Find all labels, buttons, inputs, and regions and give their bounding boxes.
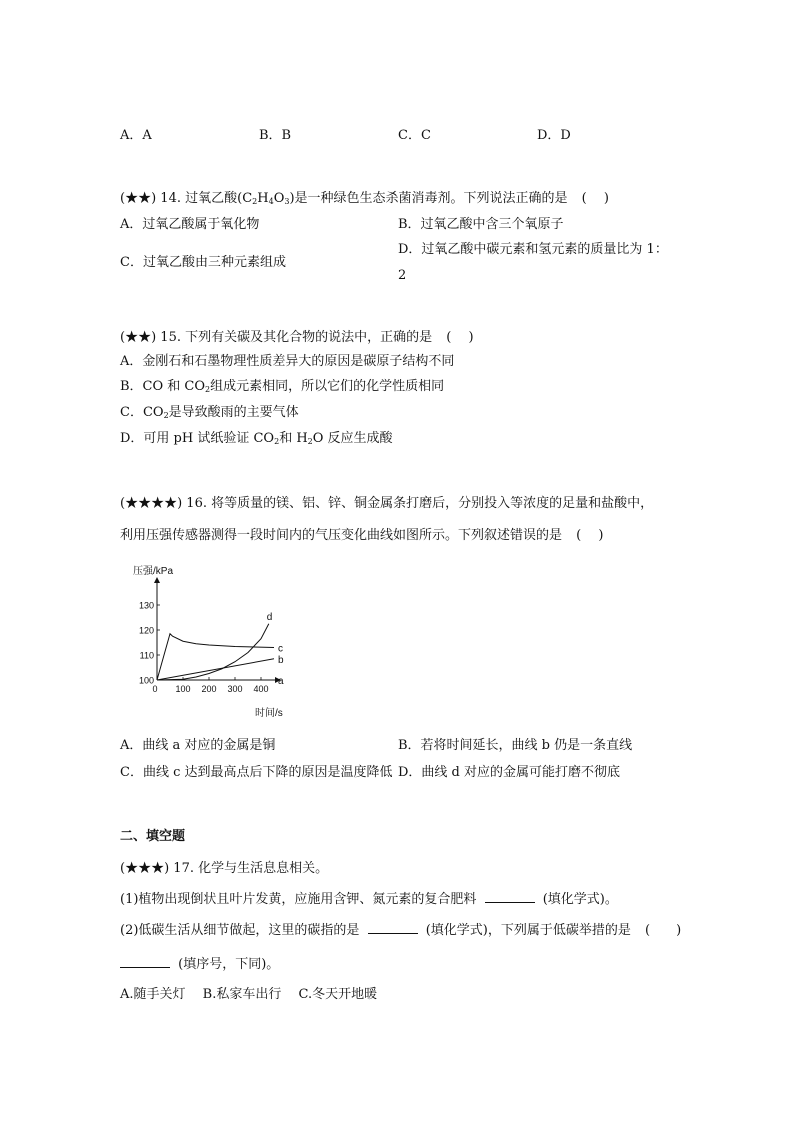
q15-option-b [120,378,444,399]
q16-stem-line1 [120,495,653,513]
q14-answer-paren: ( ) [581,191,609,206]
q16-option-c: C．曲线 c 达到最高点后下降的原因是温度降低 [120,765,393,780]
q14-option-c: C．过氧乙酸由三种元素组成 [120,255,286,270]
curve-label-a: a [278,676,284,687]
q15-sub: 2 [163,411,169,420]
q15-number: 15. [160,330,181,345]
q14-sub: 2 [252,197,258,206]
q17-part1-text: (1)植物出现倒状且叶片发黄，应施用含钾、氮元素的复合肥料 [120,892,477,907]
q16-stem-line2 [120,527,603,545]
q14-option-a: A．过氧乙酸属于氧化物 [120,217,260,232]
curve-label-c: c [278,643,283,655]
q17-part1 [120,890,618,909]
q16-option-b: B．若将时间延长，曲线 b 仍是一条直线 [398,738,633,753]
curve-c [157,634,274,680]
q17-blank-1[interactable] [485,890,535,903]
y-tick-label: 130 [138,600,154,611]
q15-option-a: A．金刚石和石墨物理性质差异大的原因是碳原子结构不同 [120,354,455,369]
y-tick-label: 110 [139,650,154,661]
x-tick-label: 100 [175,684,191,694]
curve-label-b: b [278,654,284,666]
x-tick-label: 300 [227,684,243,694]
q15-option-c-text: C．CO [120,405,164,420]
q14-number: 14. [160,191,181,206]
q17-part2 [120,921,681,940]
q14-difficulty: (★★) [120,191,157,206]
q15-answer-paren: ( ) [446,330,474,345]
q15-stem [120,329,474,347]
x-tick-label: 400 [253,684,269,694]
q15-option-d-text: D．可用 pH 试纸验证 CO [120,431,275,446]
q14-option-b: B．过氧乙酸中含三个氧原子 [398,217,564,232]
q14-sub: 4 [268,197,274,206]
curve-d [157,624,269,680]
q15-option-d-text: O 反应生成酸 [312,431,393,446]
q15-sub: 2 [274,437,280,446]
q16-option-a: A．曲线 a 对应的金属是铜 [120,738,276,753]
q15-option-d [120,430,393,451]
q15-option-c-text: 是导致酸雨的主要气体 [168,405,299,420]
q17-blank-2[interactable] [368,921,418,934]
q15-option-b-text: B．CO 和 CO [120,379,206,394]
pressure-time-chart [125,560,305,725]
q15-option-d-text: 和 H [279,431,308,446]
q17-answer-paren: ( ) [645,923,682,938]
q15-difficulty: (★★) [120,330,157,345]
q14-stem-text: 过氧乙酸(C [185,191,253,206]
q15-stem-text: 下列有关碳及其化合物的说法中，正确的是 [185,330,433,345]
q14-option-d-cont: 2 [398,268,407,283]
x-tick-label: 0 [152,684,158,694]
q13-option-b: B．B [259,128,292,143]
q14-stem-text: )是一种绿色生态杀菌消毒剂。下列说法正确的是 [289,191,568,206]
q13-option-d: D．D [537,128,571,143]
q17-difficulty: (★★★) [120,861,170,876]
y-tick-label: 120 [138,625,154,636]
q17-part2-cont [120,955,279,974]
curve-label-d: d [266,611,273,623]
q16-option-d: D．曲线 d 对应的金属可能打磨不彻底 [398,765,621,780]
q14-stem [120,190,609,211]
curve-b [157,659,274,680]
q15-sub: 2 [307,437,313,446]
q17-part2-cont-text: (填序号，下同)。 [178,957,280,972]
q14-sub: 3 [284,197,290,206]
q16-stem-text: 利用压强传感器测得一段时间内的气压变化曲线如图所示。下列叙述错误的是 [120,528,563,543]
q17-part2-text: (2)低碳生活从细节做起，这里的碳指的是 [120,923,360,938]
q14-option-d: D．过氧乙酸中碳元素和氢元素的质量比为 1： [398,242,668,257]
q15-option-c [120,404,299,425]
q17-blank-3[interactable] [120,955,170,968]
q17-number: 17. [173,861,194,876]
q17-choices: A.随手关灯 B.私家车出行 C.冬天开地暖 [120,987,378,1002]
q14-stem-text: H [257,191,269,206]
q13-option-c: C．C [398,128,431,143]
q16-answer-paren: ( ) [576,528,604,543]
q16-stem-text: 将等质量的镁、铝、锌、铜金属条打磨后，分别投入等浓度的足量和盐酸中， [211,496,654,511]
y-tick-label: 100 [138,675,154,686]
q14-stem-text: O [273,191,285,206]
q15-option-b-text: 组成元素相同，所以它们的化学性质相同 [210,379,445,394]
y-axis-label: 压强/kPa [133,566,174,577]
x-axis-label: 时间/s [255,708,283,719]
q17-part2-text: (填化学式)，下列属于低碳举措的是 [425,923,631,938]
q17-stem [120,860,328,878]
q17-stem-text: 化学与生活息息相关。 [198,861,329,876]
section-heading: 二、填空题 [120,829,186,844]
q16-number: 16. [186,496,207,511]
q16-difficulty: (★★★★) [120,496,183,511]
q17-part1-text: (填化学式)。 [542,892,618,907]
x-tick-label: 200 [201,684,217,694]
q13-option-a: A．A [120,128,152,143]
q15-sub: 2 [205,385,211,394]
